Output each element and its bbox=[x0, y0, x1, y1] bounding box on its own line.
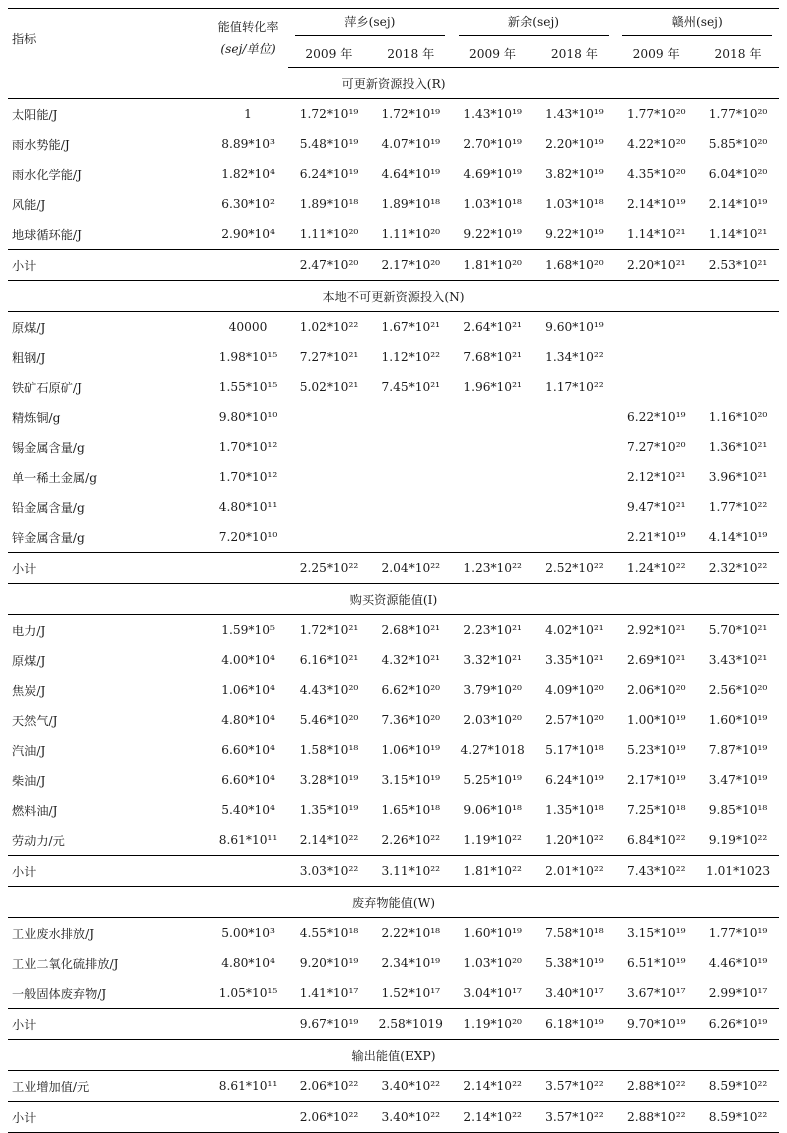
value-cell bbox=[370, 402, 452, 432]
header-conversion-line1: 能值转化率 bbox=[217, 20, 279, 35]
table-row bbox=[8, 978, 779, 1009]
value-cell bbox=[697, 312, 779, 343]
value-cell: 6.62*10²⁰ bbox=[381, 683, 441, 697]
value-cell: 8.59*10²² bbox=[708, 1079, 768, 1093]
header-conversion-line2: (sej/单位) bbox=[220, 42, 276, 57]
value-cell: 1.96*10²¹ bbox=[463, 380, 522, 394]
indicator-cell: 天然气/J bbox=[12, 713, 58, 728]
indicator-cell: 原煤/J bbox=[12, 320, 46, 335]
conversion-rate-cell: 4.00*10⁴ bbox=[221, 653, 275, 667]
conversion-rate-cell: 8.89*10³ bbox=[221, 137, 275, 151]
section-header-row bbox=[8, 68, 779, 99]
value-cell: 2.14*10²² bbox=[463, 1079, 522, 1093]
value-cell: 1.11*10²⁰ bbox=[381, 227, 441, 241]
subtotal-value-cell: 2.47*10²⁰ bbox=[288, 250, 370, 281]
value-cell: 3.43*10²¹ bbox=[708, 653, 768, 667]
section-title: 废弃物能值(W) bbox=[8, 887, 779, 918]
subtotal-label: 小计 bbox=[8, 1102, 208, 1133]
value-cell: 1.00*10¹⁹ bbox=[626, 713, 686, 727]
value-cell: 2.14*10¹⁹ bbox=[626, 197, 686, 211]
table-row bbox=[8, 825, 779, 856]
table-row bbox=[8, 522, 779, 553]
table-row bbox=[8, 615, 779, 646]
value-cell: 9.22*10¹⁹ bbox=[463, 227, 522, 241]
value-cell: 1.58*10¹⁸ bbox=[299, 743, 359, 757]
conversion-rate-cell: 4.80*10⁴ bbox=[221, 713, 275, 727]
table-row bbox=[8, 99, 779, 130]
indicator-cell: 铅金属含量/g bbox=[12, 500, 85, 515]
value-cell: 1.03*10¹⁸ bbox=[463, 197, 522, 211]
header-year: 2009 年 bbox=[288, 39, 370, 68]
value-cell: 2.17*10¹⁹ bbox=[626, 773, 686, 787]
table-row bbox=[8, 402, 779, 432]
subtotal-value-cell: 1.81*10²² bbox=[452, 856, 534, 887]
indicator-cell: 工业二氧化硫排放/J bbox=[12, 956, 119, 971]
conversion-rate-cell: 1.06*10⁴ bbox=[221, 683, 275, 697]
value-cell bbox=[615, 342, 697, 372]
value-cell: 6.24*10¹⁹ bbox=[545, 773, 604, 787]
value-cell: 2.92*10²¹ bbox=[626, 623, 686, 637]
value-cell: 7.27*10²¹ bbox=[299, 350, 359, 364]
value-cell: 4.22*10²⁰ bbox=[626, 137, 686, 151]
emergy-table bbox=[8, 8, 779, 1133]
value-cell: 4.43*10²⁰ bbox=[299, 683, 359, 697]
value-cell: 1.43*10¹⁹ bbox=[545, 107, 604, 121]
section-header-row bbox=[8, 1040, 779, 1071]
table-body bbox=[8, 68, 779, 1133]
value-cell: 5.02*10²¹ bbox=[299, 380, 359, 394]
value-cell: 2.68*10²¹ bbox=[381, 623, 441, 637]
header-city-pingxiang: 萍乡(sej) bbox=[288, 9, 452, 40]
conversion-rate-cell: 4.80*10¹¹ bbox=[218, 500, 278, 514]
value-cell: 4.46*10¹⁹ bbox=[708, 956, 768, 970]
table-row bbox=[8, 129, 779, 159]
header-city-ganzhou: 赣州(sej) bbox=[615, 9, 779, 40]
value-cell: 9.60*10¹⁹ bbox=[545, 320, 604, 334]
value-cell: 1.52*10¹⁷ bbox=[381, 986, 441, 1000]
subtotal-value-cell: 1.01*1023 bbox=[697, 856, 779, 887]
subtotal-value-cell: 1.19*10²⁰ bbox=[452, 1009, 534, 1040]
value-cell: 7.27*10²⁰ bbox=[626, 440, 686, 454]
subtotal-value-cell: 9.70*10¹⁹ bbox=[615, 1009, 697, 1040]
value-cell bbox=[452, 402, 534, 432]
conversion-rate-cell: 8.61*10¹¹ bbox=[218, 833, 278, 847]
value-cell: 2.69*10²¹ bbox=[626, 653, 686, 667]
value-cell: 6.22*10¹⁹ bbox=[626, 410, 686, 424]
value-cell: 3.32*10²¹ bbox=[463, 653, 522, 667]
subtotal-value-cell: 2.88*10²² bbox=[615, 1102, 697, 1133]
value-cell: 2.22*10¹⁸ bbox=[381, 926, 441, 940]
value-cell: 3.40*10²² bbox=[381, 1079, 441, 1093]
table-row bbox=[8, 918, 779, 949]
value-cell: 3.57*10²² bbox=[545, 1079, 604, 1093]
value-cell bbox=[370, 462, 452, 492]
subtotal-value-cell: 2.53*10²¹ bbox=[697, 250, 779, 281]
indicator-cell: 单一稀土金属/g bbox=[12, 470, 98, 485]
value-cell bbox=[697, 372, 779, 402]
value-cell: 1.11*10²⁰ bbox=[299, 227, 359, 241]
value-cell: 5.48*10¹⁹ bbox=[299, 137, 359, 151]
value-cell: 3.35*10²¹ bbox=[545, 653, 604, 667]
value-cell bbox=[288, 522, 370, 553]
value-cell: 2.88*10²² bbox=[626, 1079, 686, 1093]
header-year: 2009 年 bbox=[615, 39, 697, 68]
value-cell: 3.96*10²¹ bbox=[708, 470, 768, 484]
subtotal-value-cell: 1.24*10²² bbox=[615, 553, 697, 584]
value-cell: 2.06*10²² bbox=[299, 1079, 359, 1093]
header-row-cities bbox=[8, 9, 779, 40]
table-row bbox=[8, 432, 779, 462]
table-row bbox=[8, 765, 779, 795]
subtotal-value-cell: 6.18*10¹⁹ bbox=[534, 1009, 616, 1040]
value-cell: 4.55*10¹⁸ bbox=[299, 926, 359, 940]
value-cell: 1.12*10²² bbox=[381, 350, 441, 364]
value-cell: 1.77*10²⁰ bbox=[708, 107, 768, 121]
subtotal-value-cell: 1.81*10²⁰ bbox=[452, 250, 534, 281]
table-row bbox=[8, 189, 779, 219]
value-cell: 9.06*10¹⁸ bbox=[463, 803, 522, 817]
section-title: 本地不可更新资源投入(N) bbox=[8, 281, 779, 312]
value-cell: 9.19*10²² bbox=[708, 833, 768, 847]
value-cell bbox=[452, 492, 534, 522]
subtotal-value-cell: 2.25*10²² bbox=[288, 553, 370, 584]
conversion-rate-cell: 1.70*10¹² bbox=[218, 470, 278, 484]
value-cell: 3.15*10¹⁹ bbox=[626, 926, 686, 940]
value-cell: 1.16*10²⁰ bbox=[708, 410, 768, 424]
indicator-cell: 风能/J bbox=[12, 197, 46, 212]
subtotal-conversion-empty bbox=[208, 1102, 288, 1133]
value-cell: 1.17*10²² bbox=[545, 380, 604, 394]
indicator-cell: 精炼铜/g bbox=[12, 410, 61, 425]
subtotal-value-cell: 9.67*10¹⁹ bbox=[288, 1009, 370, 1040]
indicator-cell: 焦炭/J bbox=[12, 683, 46, 698]
subtotal-conversion-empty bbox=[208, 856, 288, 887]
value-cell: 2.70*10¹⁹ bbox=[463, 137, 522, 151]
value-cell: 2.23*10²¹ bbox=[463, 623, 522, 637]
table-row bbox=[8, 675, 779, 705]
indicator-cell: 工业增加值/元 bbox=[12, 1079, 90, 1094]
value-cell: 4.69*10¹⁹ bbox=[463, 167, 522, 181]
value-cell: 4.32*10²¹ bbox=[381, 653, 441, 667]
value-cell: 6.51*10¹⁹ bbox=[626, 956, 686, 970]
value-cell: 2.34*10¹⁹ bbox=[381, 956, 441, 970]
value-cell bbox=[534, 522, 616, 553]
value-cell: 1.77*10²² bbox=[708, 500, 768, 514]
header-year: 2018 年 bbox=[534, 39, 616, 68]
value-cell: 3.67*10¹⁷ bbox=[626, 986, 686, 1000]
value-cell bbox=[370, 432, 452, 462]
subtotal-row bbox=[8, 856, 779, 887]
indicator-cell: 雨水势能/J bbox=[12, 137, 70, 152]
conversion-rate-cell: 5.40*10⁴ bbox=[221, 803, 275, 817]
value-cell: 4.27*1018 bbox=[460, 743, 525, 757]
value-cell: 1.06*10¹⁹ bbox=[381, 743, 441, 757]
value-cell: 5.25*10¹⁹ bbox=[463, 773, 522, 787]
subtotal-label: 小计 bbox=[8, 856, 208, 887]
indicator-cell: 燃料油/J bbox=[12, 803, 58, 818]
subtotal-value-cell: 1.23*10²² bbox=[452, 553, 534, 584]
subtotal-row bbox=[8, 1009, 779, 1040]
value-cell: 1.77*10²⁰ bbox=[626, 107, 686, 121]
value-cell: 2.57*10²⁰ bbox=[545, 713, 604, 727]
value-cell: 2.14*10¹⁹ bbox=[708, 197, 768, 211]
indicator-cell: 铁矿石原矿/J bbox=[12, 380, 82, 395]
value-cell: 7.87*10¹⁹ bbox=[708, 743, 768, 757]
header-city-xinyu: 新余(sej) bbox=[452, 9, 616, 40]
value-cell: 6.04*10²⁰ bbox=[708, 167, 768, 181]
table-row bbox=[8, 159, 779, 189]
value-cell: 1.35*10¹⁸ bbox=[545, 803, 604, 817]
value-cell: 3.15*10¹⁹ bbox=[381, 773, 441, 787]
table-row bbox=[8, 342, 779, 372]
subtotal-value-cell: 3.03*10²² bbox=[288, 856, 370, 887]
value-cell bbox=[615, 312, 697, 343]
subtotal-value-cell: 2.32*10²² bbox=[697, 553, 779, 584]
conversion-rate-cell: 1.05*10¹⁵ bbox=[218, 986, 278, 1000]
value-cell: 2.14*10²² bbox=[299, 833, 359, 847]
table-row bbox=[8, 795, 779, 825]
value-cell: 1.89*10¹⁸ bbox=[381, 197, 441, 211]
indicator-cell: 粗钢/J bbox=[12, 350, 46, 365]
value-cell bbox=[534, 492, 616, 522]
conversion-rate-cell: 1.59*10⁵ bbox=[221, 623, 275, 637]
subtotal-value-cell: 2.06*10²² bbox=[288, 1102, 370, 1133]
value-cell: 5.17*10¹⁸ bbox=[545, 743, 604, 757]
value-cell bbox=[288, 432, 370, 462]
subtotal-value-cell: 1.68*10²⁰ bbox=[534, 250, 616, 281]
value-cell: 1.72*10²¹ bbox=[299, 623, 359, 637]
indicator-cell: 汽油/J bbox=[12, 743, 46, 758]
value-cell: 1.14*10²¹ bbox=[708, 227, 768, 241]
value-cell: 4.09*10²⁰ bbox=[545, 683, 604, 697]
value-cell: 1.19*10²² bbox=[463, 833, 522, 847]
value-cell: 1.02*10²² bbox=[299, 320, 359, 334]
value-cell: 5.46*10²⁰ bbox=[299, 713, 359, 727]
subtotal-conversion-empty bbox=[208, 553, 288, 584]
subtotal-value-cell: 2.58*1019 bbox=[370, 1009, 452, 1040]
value-cell: 3.79*10²⁰ bbox=[463, 683, 522, 697]
value-cell: 2.20*10¹⁹ bbox=[545, 137, 604, 151]
conversion-rate-cell: 7.20*10¹⁰ bbox=[218, 530, 278, 544]
subtotal-value-cell: 2.20*10²¹ bbox=[615, 250, 697, 281]
table-row bbox=[8, 219, 779, 250]
value-cell: 5.38*10¹⁹ bbox=[545, 956, 604, 970]
value-cell: 1.43*10¹⁹ bbox=[463, 107, 522, 121]
value-cell: 2.64*10²¹ bbox=[463, 320, 522, 334]
value-cell: 5.23*10¹⁹ bbox=[626, 743, 686, 757]
indicator-cell: 雨水化学能/J bbox=[12, 167, 82, 182]
value-cell: 1.36*10²¹ bbox=[708, 440, 768, 454]
table-row bbox=[8, 462, 779, 492]
subtotal-label: 小计 bbox=[8, 1009, 208, 1040]
value-cell bbox=[534, 462, 616, 492]
indicator-cell: 锡金属含量/g bbox=[12, 440, 85, 455]
indicator-cell: 一般固体废弃物/J bbox=[12, 986, 107, 1001]
conversion-rate-cell: 2.90*10⁴ bbox=[221, 227, 275, 241]
subtotal-value-cell: 3.40*10²² bbox=[370, 1102, 452, 1133]
section-title: 购买资源能值(I) bbox=[8, 584, 779, 615]
value-cell: 4.14*10¹⁹ bbox=[708, 530, 768, 544]
indicator-cell: 原煤/J bbox=[12, 653, 46, 668]
value-cell: 9.85*10¹⁸ bbox=[708, 803, 768, 817]
section-header-row bbox=[8, 887, 779, 918]
subtotal-value-cell: 2.52*10²² bbox=[534, 553, 616, 584]
value-cell: 2.21*10¹⁹ bbox=[626, 530, 686, 544]
indicator-cell: 柴油/J bbox=[12, 773, 46, 788]
value-cell: 9.22*10¹⁹ bbox=[545, 227, 604, 241]
value-cell: 7.45*10²¹ bbox=[381, 380, 441, 394]
indicator-cell: 锌金属含量/g bbox=[12, 530, 85, 545]
section-header-row bbox=[8, 584, 779, 615]
indicator-cell: 地球循环能/J bbox=[12, 227, 82, 242]
value-cell bbox=[288, 462, 370, 492]
conversion-rate-cell: 40000 bbox=[228, 320, 268, 334]
indicator-cell: 劳动力/元 bbox=[12, 833, 65, 848]
value-cell: 1.60*10¹⁹ bbox=[463, 926, 522, 940]
value-cell: 4.35*10²⁰ bbox=[626, 167, 686, 181]
value-cell: 1.72*10¹⁹ bbox=[381, 107, 441, 121]
conversion-rate-cell: 9.80*10¹⁰ bbox=[218, 410, 278, 424]
subtotal-row bbox=[8, 250, 779, 281]
value-cell: 7.25*10¹⁸ bbox=[626, 803, 686, 817]
value-cell: 6.16*10²¹ bbox=[299, 653, 359, 667]
header-year: 2009 年 bbox=[452, 39, 534, 68]
value-cell: 2.03*10²⁰ bbox=[463, 713, 522, 727]
subtotal-value-cell: 2.17*10²⁰ bbox=[370, 250, 452, 281]
value-cell bbox=[288, 492, 370, 522]
value-cell: 4.64*10¹⁹ bbox=[381, 167, 441, 181]
conversion-rate-cell: 1 bbox=[244, 107, 252, 121]
value-cell: 7.68*10²¹ bbox=[463, 350, 522, 364]
indicator-cell: 电力/J bbox=[12, 623, 46, 638]
table-row bbox=[8, 1071, 779, 1102]
conversion-rate-cell: 1.82*10⁴ bbox=[221, 167, 275, 181]
value-cell: 6.24*10¹⁹ bbox=[299, 167, 359, 181]
value-cell: 5.70*10²¹ bbox=[708, 623, 768, 637]
value-cell: 3.40*10¹⁷ bbox=[545, 986, 604, 1000]
value-cell: 1.03*10²⁰ bbox=[463, 956, 522, 970]
subtotal-label: 小计 bbox=[8, 553, 208, 584]
conversion-rate-cell: 6.60*10⁴ bbox=[221, 743, 275, 757]
value-cell: 1.60*10¹⁹ bbox=[708, 713, 768, 727]
value-cell: 4.07*10¹⁹ bbox=[381, 137, 441, 151]
table-row bbox=[8, 492, 779, 522]
table-row bbox=[8, 645, 779, 675]
value-cell: 6.84*10²² bbox=[626, 833, 686, 847]
value-cell: 1.67*10²¹ bbox=[381, 320, 441, 334]
value-cell: 1.35*10¹⁹ bbox=[299, 803, 359, 817]
value-cell: 1.72*10¹⁹ bbox=[299, 107, 359, 121]
conversion-rate-cell: 8.61*10¹¹ bbox=[218, 1079, 278, 1093]
value-cell: 3.47*10¹⁹ bbox=[708, 773, 768, 787]
value-cell: 1.41*10¹⁷ bbox=[299, 986, 359, 1000]
value-cell: 9.47*10²¹ bbox=[626, 500, 686, 514]
value-cell: 1.34*10²² bbox=[545, 350, 604, 364]
subtotal-conversion-empty bbox=[208, 1009, 288, 1040]
table-row bbox=[8, 705, 779, 735]
value-cell: 5.85*10²⁰ bbox=[708, 137, 768, 151]
value-cell: 3.82*10¹⁹ bbox=[545, 167, 604, 181]
subtotal-value-cell: 8.59*10²² bbox=[697, 1102, 779, 1133]
subtotal-label: 小计 bbox=[8, 250, 208, 281]
value-cell bbox=[615, 372, 697, 402]
value-cell: 9.20*10¹⁹ bbox=[299, 956, 359, 970]
conversion-rate-cell: 1.98*10¹⁵ bbox=[218, 350, 278, 364]
table-row bbox=[8, 312, 779, 343]
subtotal-value-cell: 7.43*10²² bbox=[615, 856, 697, 887]
value-cell: 2.26*10²² bbox=[381, 833, 441, 847]
value-cell: 4.02*10²¹ bbox=[545, 623, 604, 637]
conversion-rate-cell: 5.00*10³ bbox=[221, 926, 275, 940]
indicator-cell: 太阳能/J bbox=[12, 107, 58, 122]
subtotal-value-cell: 2.04*10²² bbox=[370, 553, 452, 584]
value-cell: 1.77*10¹⁹ bbox=[708, 926, 768, 940]
value-cell bbox=[534, 402, 616, 432]
table-row bbox=[8, 948, 779, 978]
subtotal-conversion-empty bbox=[208, 250, 288, 281]
conversion-rate-cell: 6.30*10² bbox=[221, 197, 275, 211]
value-cell: 7.36*10²⁰ bbox=[381, 713, 441, 727]
header-conversion-rate bbox=[208, 9, 288, 68]
conversion-rate-cell: 4.80*10⁴ bbox=[221, 956, 275, 970]
value-cell bbox=[534, 432, 616, 462]
subtotal-value-cell: 2.14*10²² bbox=[452, 1102, 534, 1133]
subtotal-value-cell: 3.57*10²² bbox=[534, 1102, 616, 1133]
value-cell: 1.20*10²² bbox=[545, 833, 604, 847]
section-title: 输出能值(EXP) bbox=[8, 1040, 779, 1071]
conversion-rate-cell: 1.70*10¹² bbox=[218, 440, 278, 454]
value-cell bbox=[370, 492, 452, 522]
table-row bbox=[8, 372, 779, 402]
header-indicator: 指标 bbox=[8, 9, 208, 68]
section-header-row bbox=[8, 281, 779, 312]
value-cell bbox=[452, 432, 534, 462]
value-cell: 3.04*10¹⁷ bbox=[463, 986, 522, 1000]
value-cell: 2.06*10²⁰ bbox=[626, 683, 686, 697]
value-cell: 1.65*10¹⁸ bbox=[381, 803, 441, 817]
value-cell bbox=[452, 462, 534, 492]
value-cell bbox=[452, 522, 534, 553]
value-cell bbox=[697, 342, 779, 372]
value-cell: 2.12*10²¹ bbox=[626, 470, 686, 484]
conversion-rate-cell: 6.60*10⁴ bbox=[221, 773, 275, 787]
subtotal-value-cell: 2.01*10²² bbox=[534, 856, 616, 887]
subtotal-row bbox=[8, 1102, 779, 1133]
subtotal-value-cell: 3.11*10²² bbox=[370, 856, 452, 887]
header-year: 2018 年 bbox=[697, 39, 779, 68]
subtotal-row bbox=[8, 553, 779, 584]
value-cell bbox=[370, 522, 452, 553]
value-cell: 2.56*10²⁰ bbox=[708, 683, 768, 697]
header-year: 2018 年 bbox=[370, 39, 452, 68]
value-cell bbox=[288, 402, 370, 432]
conversion-rate-cell: 1.55*10¹⁵ bbox=[218, 380, 278, 394]
section-title: 可更新资源投入(R) bbox=[8, 68, 779, 99]
indicator-cell: 工业废水排放/J bbox=[12, 926, 95, 941]
value-cell: 1.14*10²¹ bbox=[626, 227, 686, 241]
value-cell: 2.99*10¹⁷ bbox=[708, 986, 768, 1000]
table-row bbox=[8, 735, 779, 765]
value-cell: 1.89*10¹⁸ bbox=[299, 197, 359, 211]
value-cell: 7.58*10¹⁸ bbox=[545, 926, 604, 940]
value-cell: 1.03*10¹⁸ bbox=[545, 197, 604, 211]
value-cell: 3.28*10¹⁹ bbox=[299, 773, 359, 787]
subtotal-value-cell: 6.26*10¹⁹ bbox=[697, 1009, 779, 1040]
